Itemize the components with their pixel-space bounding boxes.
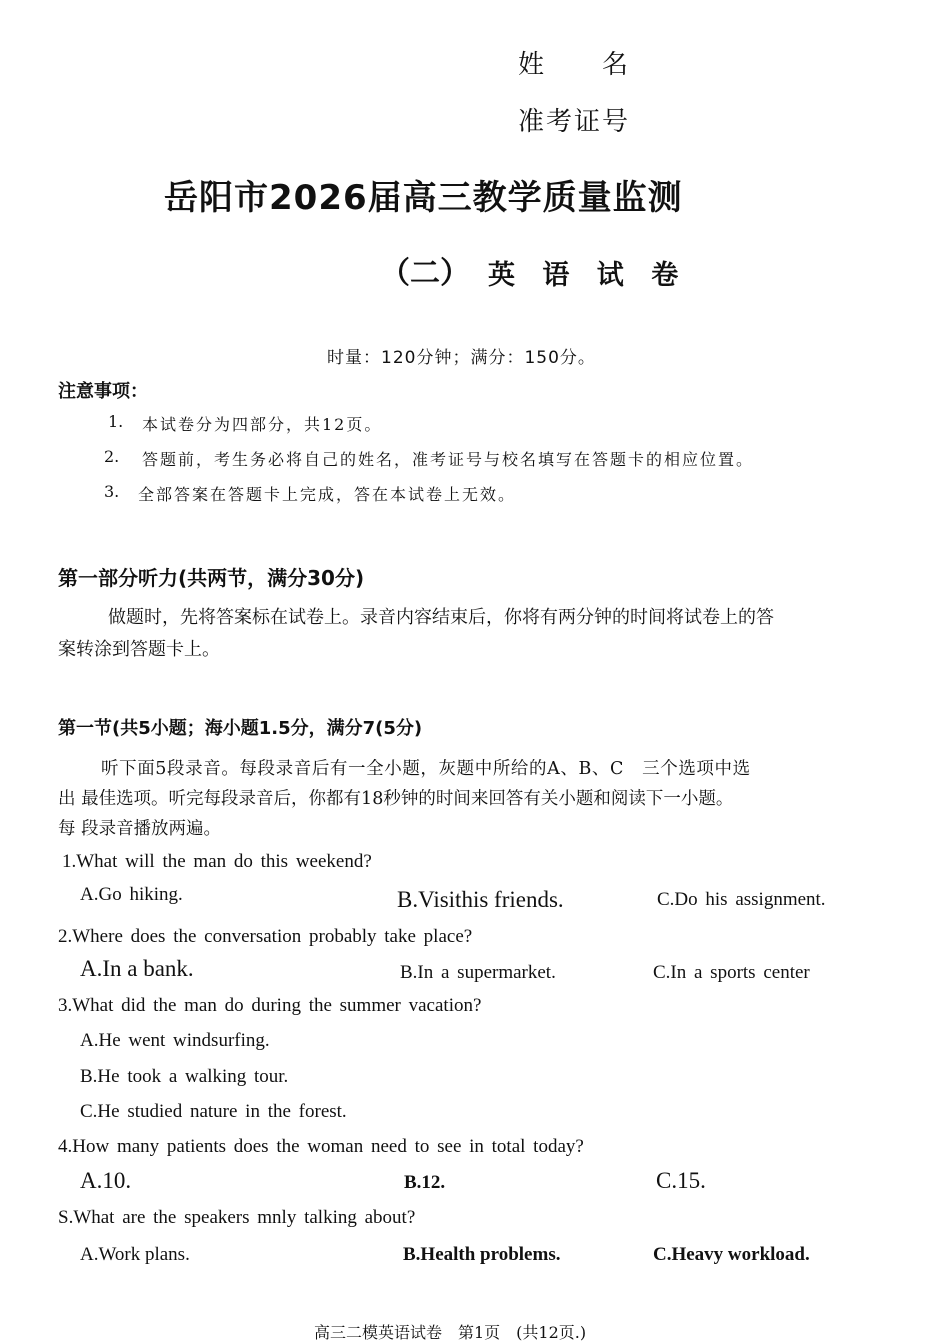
exam-title: 岳阳市2026届高三教学质量监测 [164,178,683,218]
question-5-option-c: C.Heavy workload. [653,1244,810,1265]
question-3-option-a: A.He went windsurfing. [80,1030,270,1051]
question-1-option-c: C.Do his assignment. [657,889,826,910]
notice-item-2-number: 2. [104,447,120,466]
section1-instruction-line2: 出 最佳选项。听完每段录音后，你都有18秒钟的时间来回答有关小题和阅读下一小题。 [58,789,734,809]
question-2-option-b: B.In a supermarket. [400,962,556,983]
question-5-stem: S.What are the speakers mnly talking about? [58,1207,416,1228]
question-3-option-c: C.He studied nature in the forest. [80,1101,347,1122]
notice-item-3-number: 3. [104,482,120,501]
section1-instruction-line1: 听下面5段录音。每段录音后有一全小题，灰题中所给的A、B、C 三个选项中选 [101,759,751,779]
question-1-stem: 1.What will the man do this weekend? [62,851,372,872]
question-4-stem: 4.How many patients does the woman need to see in total today? [58,1136,584,1157]
question-2-stem: 2.Where does the conversation probably take place? [58,926,473,947]
notice-item-1-text: 本试卷分为四部分，共12页。 [142,415,383,434]
question-2-option-c: C.In a sports center [653,962,810,983]
exam-id-label: 准考证号 [518,107,631,137]
notice-item-1-number: 1. [108,412,124,431]
question-4-option-b: B.12. [404,1172,446,1193]
question-1-option-a: A.Go hiking. [80,884,183,905]
exam-subtitle-subject: 英 语 试 卷 [488,260,688,291]
question-5-option-b: B.Health problems. [403,1244,561,1265]
question-3-option-b: B.He took a walking tour. [80,1066,289,1087]
section1-heading: 第一节(共5小题；海小题1.5分，满分7(5分) [58,718,423,739]
question-1-option-b: B.Visithis friends. [397,887,564,912]
question-5-option-a: A.Work plans. [80,1244,190,1265]
question-3-stem: 3.What did the man do during the summer vacation? [58,995,482,1016]
time-info: 时量：120分钟；满分：150分。 [327,348,596,368]
part1-instruction-line1: 做题时，先将答案标在试卷上。录音内容结束后，你将有两分钟的时间将试卷上的答 [108,607,774,628]
question-2-option-a: A.In a bank. [80,956,194,981]
question-4-option-a: A.10. [80,1168,132,1193]
page-footer: 高三二模英语试卷 第1页 (共12页.) [314,1323,587,1342]
question-4-option-c: C.15. [656,1168,706,1193]
notice-item-2-text: 答题前，考生务必将自己的姓名，准考证号与校名填写在答题卡的相应位置。 [142,450,755,469]
name-label: 姓 名 [518,50,631,80]
section1-instruction-line3: 每 段录音播放两遍。 [58,819,222,839]
notice-heading: 注意事项： [58,381,148,402]
notice-item-3-text: 全部答案在答题卡上完成，答在本试卷上无效。 [138,485,517,504]
part1-heading: 第一部分听力(共两节，满分30分) [58,566,365,590]
part1-instruction-line2: 案转涂到答题卡上。 [58,639,220,660]
exam-subtitle-prefix: （二） [380,256,470,291]
